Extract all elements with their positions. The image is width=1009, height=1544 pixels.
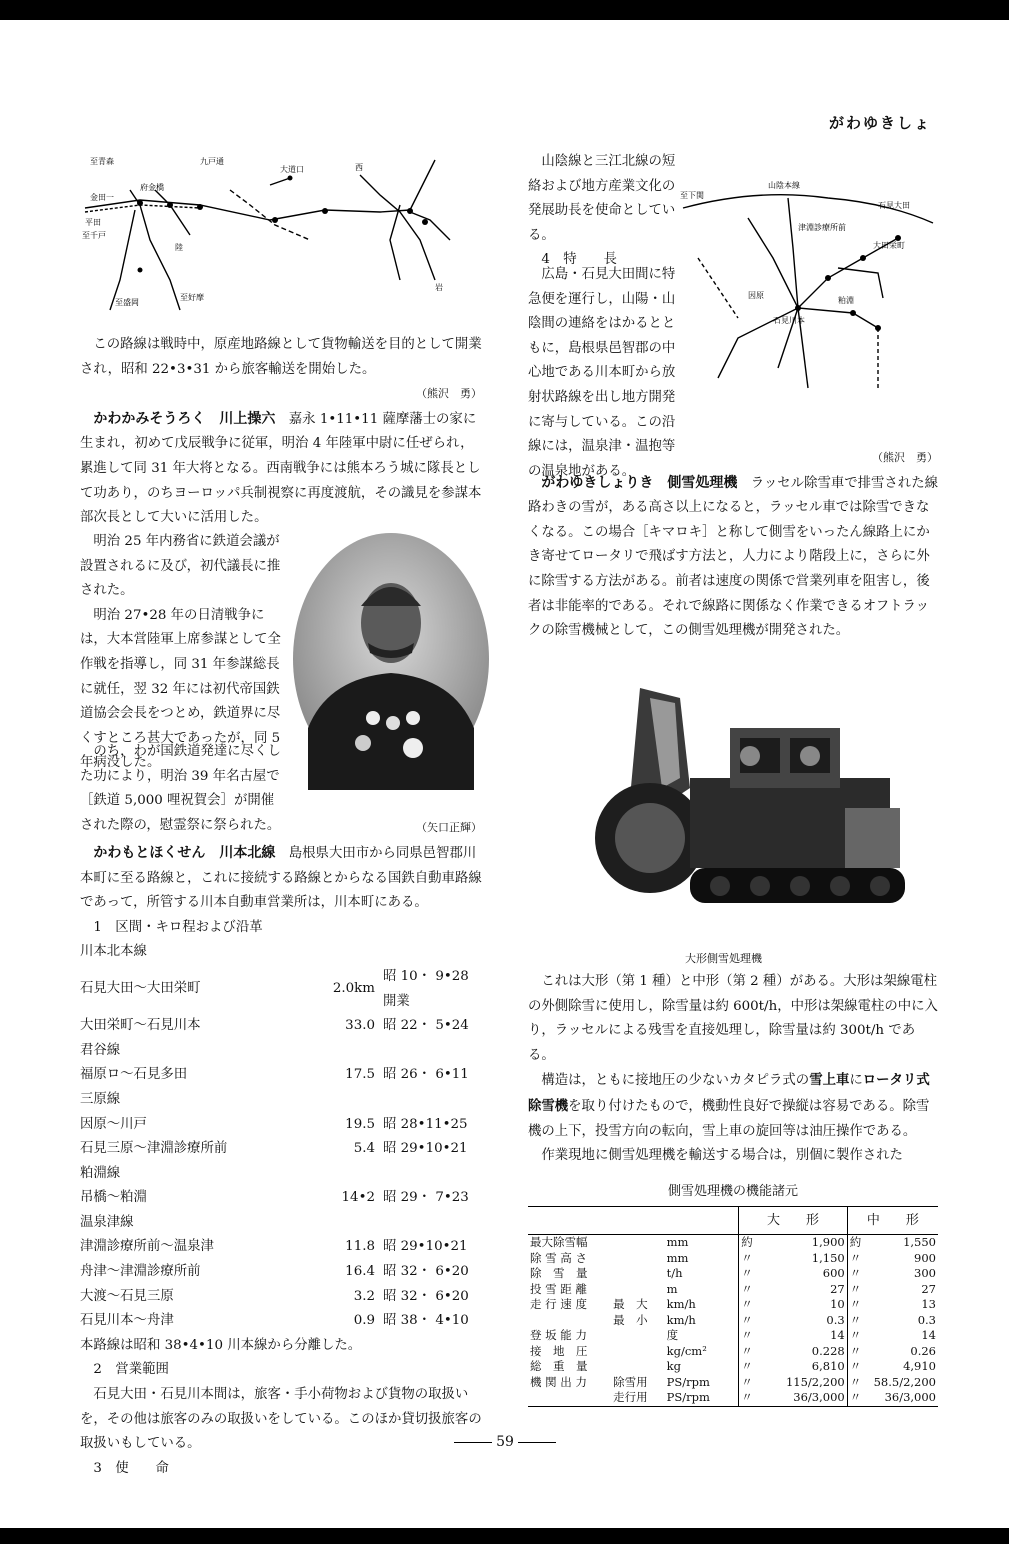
route-row: 川本北本線 [80, 944, 147, 960]
route-row: 舟津～津淵診療所前 16.4 昭 32・ 6•20 [80, 1264, 469, 1280]
paragraph: ラッセル除雪車で排雪された線路わきの雪が，ある高さ以上になると，ラッセル車では除雪できなくなる。この場合［キマロキ］と称して側雪をいったん線路上にかき寄せてロータリで飛ばす方法と，人力により階段上に，さらに外に除雪する方法がある。前者は速度の関係で営業列車を阻害し，後者は非能率的である。それで線路に関係なく作業できるオフトラックの除雪機械として，この側雪処理機が開発された。 [528, 475, 938, 639]
route-row: 津淵診療所前～温泉津 11.8 昭 29•10•21 [80, 1239, 468, 1255]
route-row: 吊橋～粕淵 14•2 昭 29・ 7•23 [80, 1190, 469, 1206]
route-row: 粕淵線 [80, 1165, 121, 1181]
paragraph: のち，わが国鉄道発達に尽くした功により，明治 39 年名古屋で［鉄道 5,000 哩祝賀会］が開催された際の，慰霊祭に祭られた。 [80, 744, 281, 833]
right-column-lower [528, 970, 938, 1169]
route-row: 君谷線 [80, 1042, 121, 1058]
svg-text:至盛岡: 至盛岡 [115, 298, 139, 307]
spec-row: 除 雪 高 さ mm 〃 1,150 〃 900 [530, 1250, 936, 1265]
route-row: 福原ロ～石見多田 17.5 昭 26・ 6•11 [80, 1067, 469, 1083]
route-row: 大田栄町～石見川本 33.0 昭 22・ 5•24 [80, 1018, 469, 1034]
route-row: 因原～川戸 19.5 昭 28•11•25 [80, 1116, 468, 1132]
author: （熊沢 勇） [872, 451, 938, 464]
spec-row: 登 坂 能 力 度 〃 14 〃 14 [530, 1328, 936, 1342]
svg-text:石見川本: 石見川本 [773, 316, 805, 325]
svg-text:大道口: 大道口 [280, 165, 304, 174]
svg-text:至千戸: 至千戸 [82, 231, 106, 240]
svg-text:府金橋: 府金橋 [140, 183, 164, 192]
paragraph: 明治 25 年内務省に鉄道会議が設置されるに及び，初代議長に推された。 [80, 534, 281, 599]
paragraph: 石見大田・石見川本間は，旅客・手小荷物および貨物の取扱いを，その他は旅客のみの取扱いをしている。このほか貸切扱旅客の取扱いもしている。 [80, 1387, 482, 1452]
svg-text:大田栄町: 大田栄町 [873, 241, 905, 250]
paragraph: 広島・石見大田間に特急便を運行し，山陽・山陰間の連絡をはかるとともに，島根県邑智郡の中心地である川本町から放射状路線を出し地方開発に寄与している。この沿線には，温泉津・温抱等の温泉地がある。 [528, 267, 676, 479]
svg-text:粕淵: 粕淵 [838, 296, 854, 305]
spec-table [528, 1206, 938, 1407]
route-row: 温泉津線 [80, 1214, 134, 1230]
map1-label: 至青森 [90, 157, 114, 166]
paragraph: これは大形（第 1 種）と中形（第 2 種）がある。大形は架線電柱の外側除雪に使用し，除雪量は約 600t/h，中形は架線電柱の中に入り，ラッセルによる残雪を直接処理し，除雪量は約 300t/h である。 [528, 974, 938, 1063]
svg-text:津淵診療所前: 津淵診療所前 [798, 223, 846, 232]
route-row: 大渡～石見三原 3.2 昭 32・ 6•20 [80, 1288, 469, 1304]
spec-row: 最大除雪幅 mm 約 1,900 約 1,550 [530, 1235, 936, 1249]
spec-row: 除 雪 量 t/h 〃 600 〃 300 [530, 1266, 936, 1280]
running-header: がわゆきしょ [828, 114, 931, 132]
spec-row: 走 行 速 度 最 大 km/h 〃 10 〃 13 [530, 1297, 936, 1311]
author: （熊沢 勇） [416, 387, 482, 401]
route-map-kawamoto [678, 168, 940, 398]
spec-row: 接 地 圧 kg/cm² 〃 0.228 〃 0.26 [530, 1343, 936, 1358]
spec-row: 最 小 km/h 〃 0.3 〃 0.3 [613, 1312, 936, 1327]
photo-snow-clearing-machine [570, 688, 910, 920]
spec-row: 投 雪 距 離 m 〃 27 〃 27 [530, 1281, 936, 1296]
right-column-top [528, 150, 678, 273]
svg-text:西: 西 [355, 163, 363, 172]
spec-table-title: 側雪処理機の機能諸元 [667, 1184, 798, 1199]
paragraph: 本路線は昭和 38•4•10 川本線から分離した。 [80, 1337, 362, 1353]
photo-caption: 大形側雪処理機 [685, 952, 762, 965]
paragraph: 作業現地に側雪処理機を輸送する場合は，別個に製作された [541, 1148, 903, 1164]
col-medium: 中 形 [847, 1207, 938, 1235]
bottom-black-bar [0, 1528, 1009, 1544]
section-heading: 2 営業範囲 [93, 1362, 169, 1378]
author: （矢口正輝） [416, 821, 482, 835]
top-black-bar [0, 0, 1009, 20]
svg-text:山陰本線: 山陰本線 [768, 181, 800, 190]
paragraph: 山陰線と三江北線の短絡および地方産業文化の発展助長を使命としている。 [528, 154, 676, 243]
spec-row: 総 重 量 kg 〃 6,810 〃 4,910 [530, 1359, 936, 1373]
section-heading: 4 特 長 [541, 252, 617, 268]
svg-text:石見大田: 石見大田 [878, 201, 910, 210]
svg-text:岩: 岩 [435, 283, 443, 292]
paragraph: 嘉永 1•11•11 薩摩藩士の家に生まれ，初めて戊辰戦争に従軍，明治 4 年陸軍中尉に任ぜられ，累進して同 31 年大将となる。西南戦争には熊本ろう城に隊長として功あり，のちヨーロッパ兵制視察に再度渡航，その識見を参謀本部次長として大いに活用した。 [80, 411, 482, 526]
spec-row: 機 関 出 力 除雪用 PS/rpm 〃 115/2,200 〃 58.5/2,200 [530, 1374, 936, 1389]
right-column-mid [528, 446, 938, 644]
svg-text:平田: 平田 [85, 218, 101, 227]
page-number: 59 [440, 1434, 570, 1450]
svg-text:金田一: 金田一 [90, 193, 114, 202]
paragraph: 明治 27•28 年の日清戦争には，大本営陸軍上席参謀として全作戦を指導し，同 31 年参謀総長に就任，翌 32 年には初代帝国鉄道協会会長をつとめ，鉄道界に尽くすところ甚大であったが，同 5 年病没した。 [80, 607, 281, 771]
svg-text:至好摩: 至好摩 [180, 293, 204, 302]
entry-keyword: かわもとほくせん 川本北線 [93, 844, 276, 861]
col-large: 大 形 [739, 1207, 848, 1235]
svg-text:至下関: 至下関 [680, 191, 704, 200]
svg-text:因原: 因原 [748, 291, 764, 300]
spec-row: 走行用 PS/rpm 〃 36/3,000 〃 36/3,000 [528, 1390, 938, 1406]
route-table [80, 940, 482, 1334]
paragraph: 構造は，ともに接地圧の少ないカタピラ式の雪上車にロータリ式除雪機を取り付けたもので，機動性良好で操縦は容易である。除雪機の上下，投雪方向の転向，雪上車の旋回等は油圧操作である。 [528, 1072, 930, 1139]
entry-keyword: かわかみそうろく 川上操六 [93, 410, 276, 427]
entry-keyword: がわゆきしょりき 側雪処理機 [541, 474, 738, 491]
left-column-top [80, 333, 482, 531]
paragraph: この路線は戦時中，原産地路線として貨物輸送を目的として開業され，昭和 22•3•31 から旅客輸送を開始した。 [80, 337, 482, 377]
section-heading: 1 区間・キロ程および沿革 [93, 919, 263, 935]
route-map-hachinohe [80, 150, 465, 315]
route-row: 石見川本～舟津 0.9 昭 38・ 4•10 [80, 1313, 469, 1329]
route-row: 石見三原～津淵診療所前 5.4 昭 29•10•21 [80, 1141, 468, 1157]
svg-text:陸: 陸 [175, 243, 183, 252]
route-row: 三原線 [80, 1091, 121, 1107]
svg-text:九戸通: 九戸通 [200, 157, 224, 166]
section-heading: 3 使 命 [93, 1460, 169, 1476]
paragraph: 島根県大田市から同県邑智郡川本町に至る路線と，これに接続する路線とからなる国鉄自動車路線であって，所管する川本自動車営業所は，川本町にある。 [80, 845, 482, 911]
route-row: 石見大田～大田栄町 2.0km 昭 10・ 9•28 開業 [80, 968, 469, 1009]
left-column-lower [80, 740, 482, 1481]
